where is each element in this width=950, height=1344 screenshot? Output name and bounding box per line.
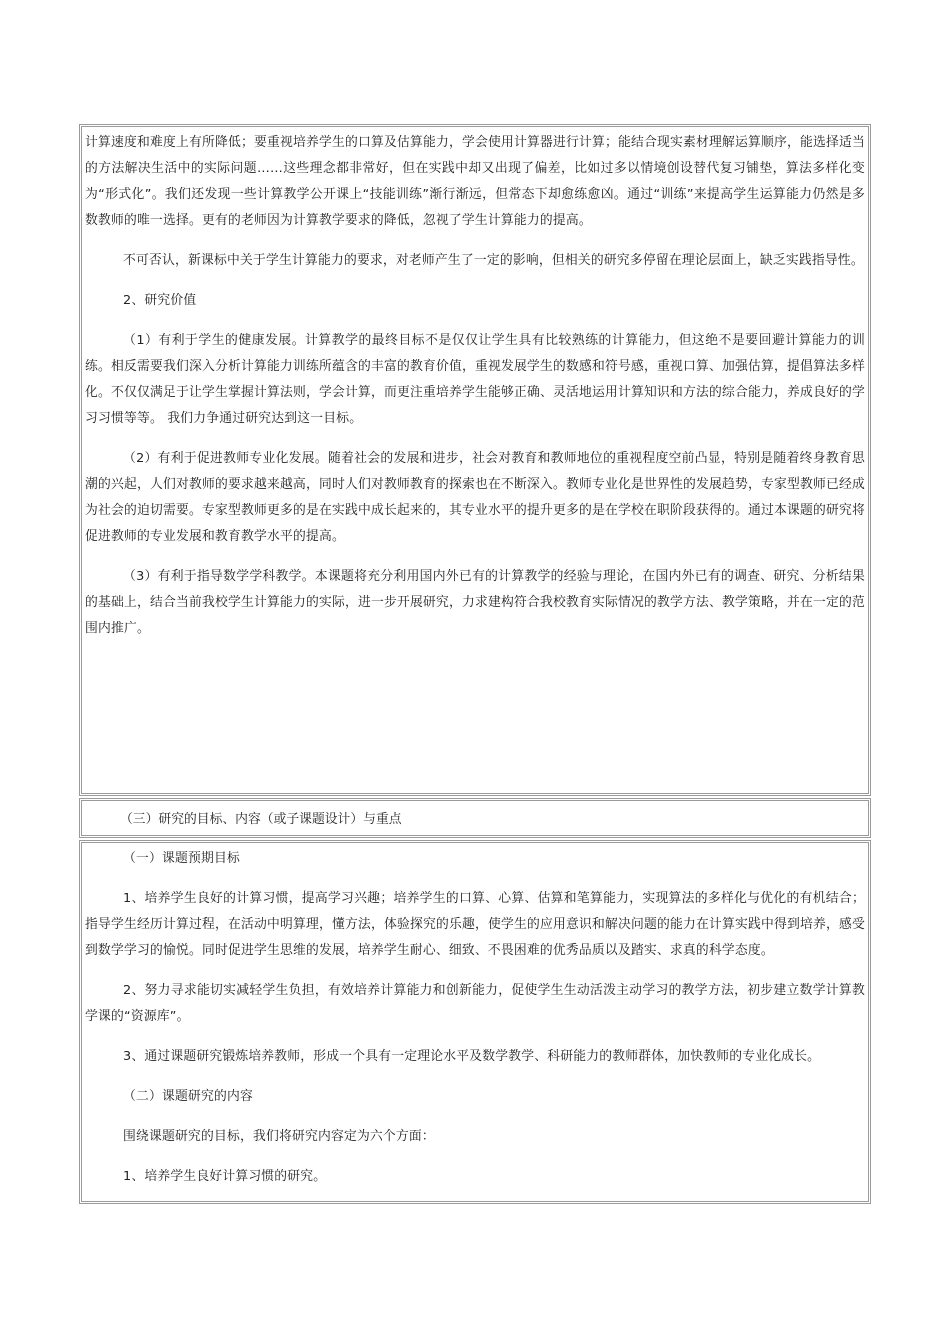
subheading-research-value: 2、研究价值 — [123, 293, 197, 308]
content-intro: 围绕课题研究的目标，我们将研究内容定为六个方面： — [123, 1129, 435, 1144]
subheading-expected-goals: （一）课题预期目标 — [123, 851, 240, 866]
research-background-section — [79, 124, 871, 796]
paragraph-2: 不可否认，新课标中关于学生计算能力的要求，对老师产生了一定的影响，但相关的研究多停留在理论层面上，缺乏实践指导性。 — [123, 253, 864, 268]
goal-1: 1、培养学生良好的计算习惯，提高学习兴趣；培养学生的口算、心算、估算和笔算能力，实现算法的多样化与优化的有机结合；指导学生经历计算过程，在活动中明算理，懂方法，体验探究的乐趣，使学生的应用意识和解决问题的能力在计算实践中得到培养，感受到数学学习的愉悦。同时促进学生思维的发展，培养学生耐心、细致、不畏困难的优秀品质以及踏实、求真的科学态度。 — [85, 891, 865, 958]
goal-2: 2、努力寻求能切实减轻学生负担，有效培养计算能力和创新能力，促使学生生动活泼主动学习的教学方法，初步建立数学计算教学课的“资源库”。 — [85, 983, 865, 1024]
section-heading: （三）研究的目标、内容（或子课题设计）与重点 — [120, 812, 402, 827]
goals-heading-section — [79, 798, 871, 838]
paragraph-value-3: （3）有利于指导数学学科教学。本课题将充分利用国内外已有的计算教学的经验与理论，在国内外已有的调查、研究、分析结果的基础上，结合当前我校学生计算能力的实际，进一步开展研究，力求建构符合我校教育实际情况的教学方法、教学策略，并在一定的范围内推广。 — [85, 569, 865, 636]
paragraph-value-2: （2）有利于促进教师专业化发展。随着社会的发展和进步，社会对教育和教师地位的重视程度空前凸显，特别是随着终身教育思潮的兴起，人们对教师的要求越来越高，同时人们对教师教育的探索也在不断深入。教师专业化是世界性的发展趋势，专家型教师已经成为社会的迫切需要。专家型教师更多的是在实践中成长起来的，其专业水平的提升更多的是在学校在职阶段获得的。通过本课题的研究将促进教师的专业发展和教育教学水平的提高。 — [85, 451, 865, 544]
paragraph-value-1: （1）有利于学生的健康发展。计算教学的最终目标不是仅仅让学生具有比较熟练的计算能力，但这绝不是要回避计算能力的训练。相反需要我们深入分析计算能力训练所蕴含的丰富的教育价值，重视发展学生的数感和符号感，重视口算、加强估算，提倡算法多样化。不仅仅满足于让学生掌握计算法则，学会计算，而更注重培养学生能够正确、灵活地运用计算知识和方法的综合能力，养成良好的学习习惯等等。 我们力争通过研究达到这一目标。 — [85, 333, 865, 426]
content-item-1: 1、培养学生良好计算习惯的研究。 — [123, 1169, 327, 1184]
goal-3: 3、通过课题研究锻炼培养教师，形成一个具有一定理论水平及数学教学、科研能力的教师群体，加快教师的专业化成长。 — [123, 1049, 821, 1064]
paragraph-1: 计算速度和难度上有所降低；要重视培养学生的口算及估算能力，学会使用计算器进行计算；能结合现实素材理解运算顺序，能选择适当的方法解决生活中的实际问题……这些理念都非常好，但在实践中却又出现了偏差，比如过多以情境创设替代复习铺垫，算法多样化变为“形式化”。我们还发现一些计算教学公开课上“技能训练”渐行渐远，但常态下却愈练愈凶。通过“训练”来提高学生运算能力仍然是多数教师的唯一选择。更有的老师因为计算教学要求的降低，忽视了学生计算能力的提高。 — [85, 135, 865, 228]
subheading-research-content: （二）课题研究的内容 — [123, 1089, 253, 1104]
goals-content-section — [79, 840, 871, 1204]
